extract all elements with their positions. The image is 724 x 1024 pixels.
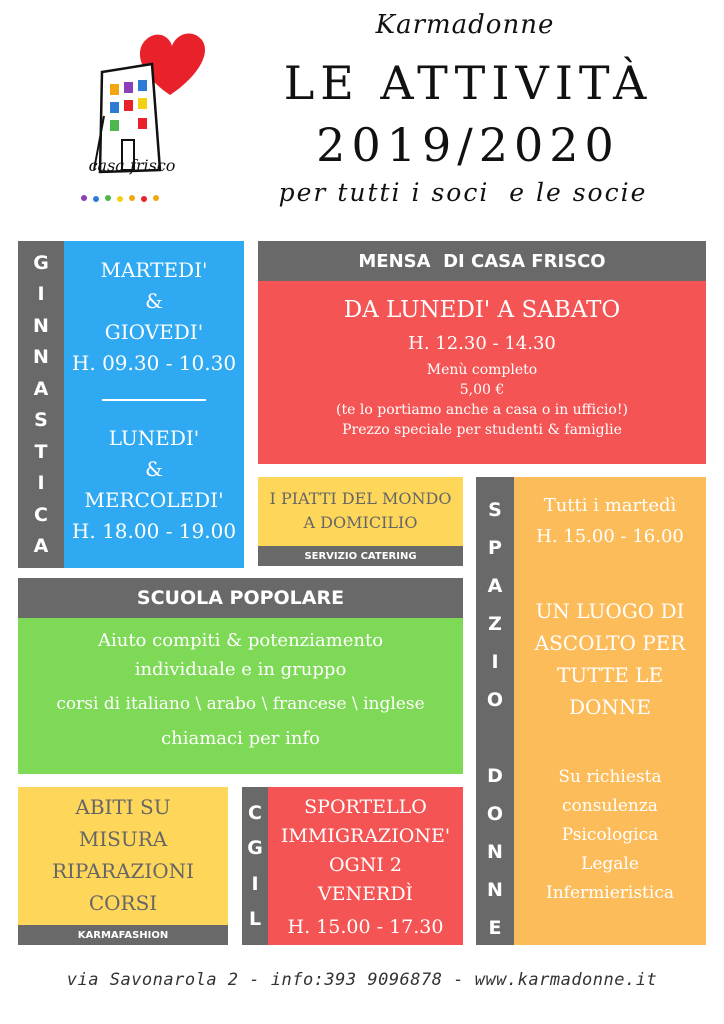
ginnastica-amp-1: & [145, 289, 163, 313]
ginnastica-letter: T [34, 440, 48, 463]
casa-frisco-logo-icon [60, 20, 210, 210]
page-subtitle: per tutti i soci e le socie [278, 178, 648, 207]
ginnastica-letter: N [33, 314, 49, 337]
spazio-services [514, 763, 706, 908]
catering-panel [258, 477, 463, 546]
ginnastica-hours-1: H. 09.30 - 10.30 [71, 351, 237, 375]
logo-text: casa frisco [88, 156, 176, 175]
ginnastica-day-2: GIOVEDI' [104, 320, 204, 344]
catering-line-1: I PIATTI DEL MONDO [269, 489, 452, 508]
catering-footer: SERVIZIO CATERING [304, 550, 417, 562]
mensa-panel [258, 281, 706, 464]
spazio-donne-letter: N [487, 879, 503, 901]
ginnastica-letter: S [34, 409, 48, 432]
mensa-special: Prezzo speciale per studenti & famiglie [342, 422, 622, 438]
spazio-service-2: consulenza [562, 796, 658, 816]
page-year: 2019/2020 [316, 118, 620, 172]
fashion-line-4: CORSI [88, 891, 158, 915]
scuola-line-1: Aiuto compiti & potenziamento [97, 630, 384, 651]
spazio-service-4: Legale [581, 854, 639, 874]
spazio-donne-panel [514, 477, 706, 945]
brand-name: Karmadonne [375, 10, 555, 40]
spazio-donne-letter: O [486, 803, 504, 825]
cgil-line-4: VENERDÌ [317, 883, 414, 905]
scuola-panel [18, 618, 463, 774]
ginnastica-letter: A [33, 377, 49, 400]
cgil-line-1: SPORTELLO [304, 796, 427, 818]
cgil-letter: C [248, 801, 262, 824]
spazio-service-5: Infermieristica [546, 883, 674, 903]
spazio-service-1: Su richiesta [558, 767, 662, 787]
spazio-headline-2: ASCOLTO PER [534, 631, 686, 655]
spazio-donne-letter: N [487, 841, 503, 863]
spazio-donne-letter: Z [488, 613, 502, 635]
ginnastica-amp-2: & [145, 457, 163, 481]
spazio-service-3: Psicologica [561, 825, 659, 845]
ginnastica-letter: A [33, 535, 49, 558]
spazio-donne-letter: S [488, 499, 502, 521]
scuola-line-4: chiamaci per info [161, 728, 320, 749]
divider [102, 399, 206, 401]
spazio-headline [514, 595, 706, 723]
scuola-line-2: individuale e in gruppo [134, 659, 347, 680]
fashion-panel [18, 787, 228, 925]
ginnastica-letter: C [34, 503, 48, 526]
cgil-line-2: IMMIGRAZIONE' [280, 825, 451, 847]
page-title: LE ATTIVITÀ [283, 56, 653, 110]
cgil-letter: G [247, 837, 263, 860]
spazio-day: Tutti i martedì [543, 495, 677, 516]
ginnastica-day-4: MERCOLEDI' [84, 488, 224, 512]
ginnastica-letter: N [33, 346, 49, 369]
spazio-headline-4: DONNE [568, 695, 652, 719]
spazio-donne-letter: O [486, 689, 504, 711]
mensa-menu: Menù completo [426, 362, 538, 378]
scuola-line-3: corsi di italiano \ arabo \ francese \ inglese [56, 694, 425, 714]
mensa-title: MENSA DI CASA FRISCO [358, 250, 606, 272]
spazio-donne-letter: A [487, 575, 503, 597]
spazio-donne-label [476, 477, 514, 945]
ginnastica-day-1: MARTEDI' [100, 258, 208, 282]
ginnastica-panel [64, 241, 244, 568]
mensa-title-bar [258, 241, 706, 281]
ginnastica-day-3: LUNEDI' [108, 426, 200, 450]
cgil-letter: L [248, 908, 262, 931]
spazio-headline-3: TUTTE LE [556, 663, 664, 687]
mensa-hours: H. 12.30 - 14.30 [408, 333, 556, 354]
fashion-footer: KARMAFASHION [77, 929, 169, 941]
cgil-letter: I [251, 872, 259, 895]
mensa-days: DA LUNEDI' A SABATO [343, 297, 621, 323]
fashion-footer-bar [18, 925, 228, 945]
ginnastica-label [18, 241, 64, 568]
fashion-line-1: ABITI SU [75, 795, 171, 819]
cgil-panel [268, 787, 463, 945]
fashion-line-3: RIPARAZIONI [51, 859, 195, 883]
spazio-headline-1: UN LUOGO DI [535, 599, 685, 623]
scuola-title: SCUOLA POPOLARE [136, 587, 345, 609]
scuola-title-bar [18, 578, 463, 618]
spazio-donne-letter: I [491, 651, 499, 673]
cgil-line-3: OGNI 2 [328, 854, 402, 876]
footer-contact: via Savonarola 2 - info:393 9096878 - www.karmadonne.it [66, 970, 658, 990]
cgil-label [242, 787, 268, 945]
spazio-donne-letter: E [488, 917, 502, 939]
spazio-donne-letter: D [487, 765, 503, 787]
ginnastica-letter: I [37, 283, 45, 306]
spazio-hours: H. 15.00 - 16.00 [536, 526, 684, 547]
ginnastica-letter: I [37, 472, 45, 495]
cgil-hours: H. 15.00 - 17.30 [287, 916, 444, 938]
mensa-price: 5,00 € [459, 382, 505, 398]
spazio-donne-letter: P [488, 537, 502, 559]
fashion-line-2: MISURA [78, 827, 168, 851]
catering-footer-bar [258, 546, 463, 566]
ginnastica-hours-2: H. 18.00 - 19.00 [71, 519, 237, 543]
ginnastica-letter: G [33, 251, 49, 274]
mensa-delivery: (te lo portiamo anche a casa o in ufficio!) [336, 402, 628, 418]
logo [60, 20, 210, 210]
catering-line-2: A DOMICILIO [303, 513, 418, 532]
